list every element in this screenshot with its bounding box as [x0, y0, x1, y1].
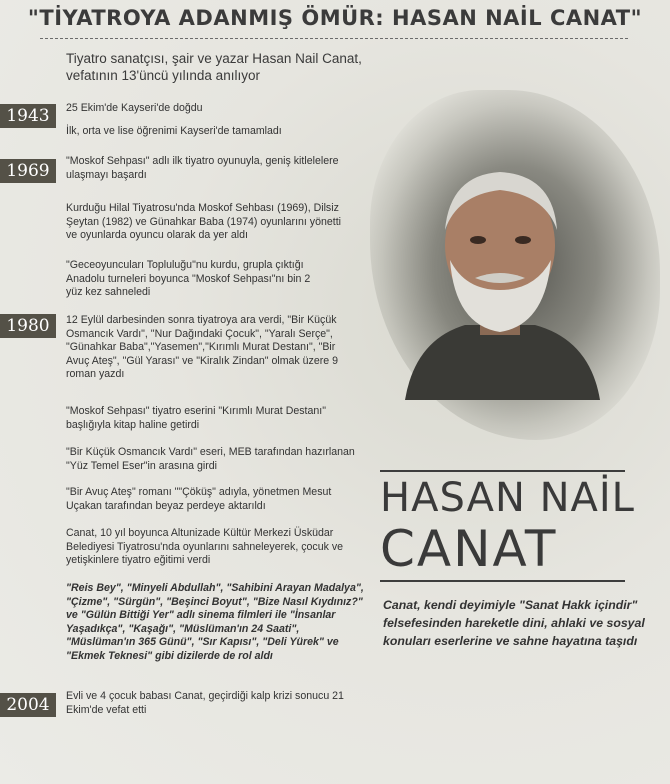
portrait-photo [395, 150, 605, 400]
event-film-adaptation: "Bir Avuç Ateş" romanı ""Çöküş" adıyla, yönetmen Mesut Uçakan tarafından beyaz perdeye aktarıldı [66, 486, 332, 512]
event-education: İlk, orta ve lise öğrenimi Kayseri'de tamamladı [66, 125, 282, 137]
subtitle: Tiyatro sanatçısı, şair ve yazar Hasan Nail Canat, vefatının 13'üncü yılında anılıyor [66, 51, 362, 83]
event-films-series: "Reis Bey", "Minyeli Abdullah", "Sahibini Arayan Madalya", "Çizme", "Sürgün", "Beşinci Boyut", "Bize Nasıl Kıydınız?" ve "Gülün Bittiği Yer" adlı sinema filmleri ile "İnsanlar Yaşadıkça", "Kaşağı", "Müslüman'ın 24 Saati", "Müslüman'ın 365 Günü", "Sır Kapısı", "Deli Yürek" ve "Ekmek Teknesi" gibi dizilerde de rol aldı [66, 582, 364, 662]
event-death: Evli ve 4 çocuk babası Canat, geçirdiği kalp krizi sonucu 21 Ekim'de vefat etti [66, 690, 344, 716]
event-hilal-theatre: Kurduğu Hilal Tiyatrosu'nda Moskof Sehbası (1969), Dilsiz Şeytan (1982) ve Günahkar Baba (1974) oyunlarını yönetti ve oyunlarda oyuncu olarak da yer aldı [66, 202, 342, 241]
name-first: HASAN NAİL [380, 475, 635, 521]
year-label-2004: 2004 [0, 693, 56, 717]
name-top-rule [380, 470, 625, 472]
name-bottom-rule [380, 580, 625, 582]
event-altunizade: Canat, 10 yıl boyunca Altunizade Kültür Merkezi Üsküdar Belediyesi Tiyatrosu'nda oyunlarını sahneleyerek, çocuk ve yetişkinlere tiyatro eğitimi verdi [66, 527, 344, 566]
event-birth: 25 Ekim'de Kayseri'de doğdu [66, 102, 203, 114]
year-label-1943: 1943 [0, 104, 56, 128]
page-title: "TİYATROYA ADANMIŞ ÖMÜR: HASAN NAİL CANAT" [27, 6, 643, 30]
event-novels: 12 Eylül darbesinden sonra tiyatroya ara verdi, "Bir Küçük Osmancık Vardı", "Nur Dağındaki Çocuk", "Yaralı Serçe", "Günahkar Baba","Yasemen","Kırımlı Murat Destanı", "Bir Avuç Ateş", "Gül Yarası" ve "Kiralık Zindan" olmak üzere 9 roman yazdı [66, 314, 338, 380]
year-label-1969: 1969 [0, 159, 56, 183]
event-first-play: "Moskof Sehpası" adlı ilk tiyatro oyunuyla, geniş kitlelelere ulaşmayı başardı [66, 155, 339, 181]
event-meb: "Bir Küçük Osmancık Vardı" eseri, MEB tarafından hazırlanan "Yüz Temel Eser"in arasına girdi [66, 446, 355, 472]
title-divider [40, 38, 628, 39]
quote-text: Canat, kendi deyimiyle "Sanat Hakk içindir" felsefesinden hareketle dini, ahlaki ve sosyal konuları eserlerine ve sahne hayatına taşıdı [383, 598, 645, 648]
year-label-1980: 1980 [0, 314, 56, 338]
event-geceoyunculari: "Geceoyuncuları Topluluğu"nu kurdu, grupla çıktığı Anadolu turneleri boyunca "Moskof Sehpası"nı bin 2 yüz kez sahneledi [66, 259, 311, 298]
name-last: CANAT [380, 520, 558, 578]
event-book: "Moskof Sehpası" tiyatro eserini "Kırımlı Murat Destanı" başlığıyla kitap haline getirdi [66, 405, 326, 431]
